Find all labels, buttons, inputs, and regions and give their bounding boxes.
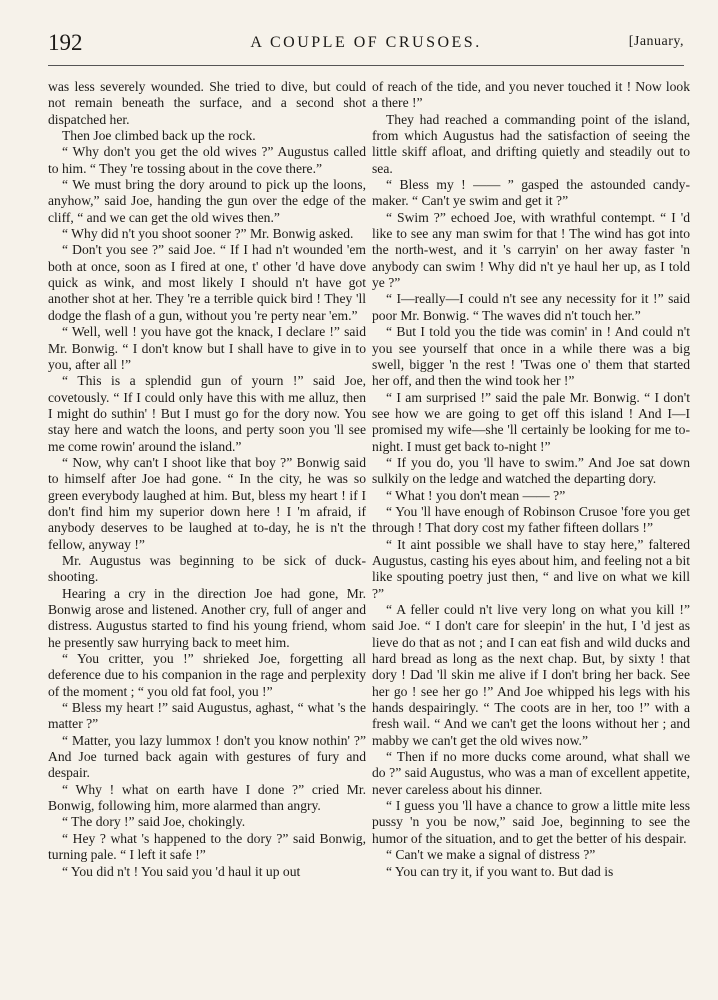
paragraph: was less severely wounded. She tried to dive, but could not remain beneath the surface, and a second shot dispatched her. (48, 79, 366, 127)
paragraph: “ Bless my heart !” said Augustus, aghast, “ what 's the matter ?” (48, 700, 366, 732)
page-header (48, 30, 684, 60)
paragraph: of reach of the tide, and you never touched it ! Now look a there !” (372, 79, 690, 111)
page-number: 192 (48, 30, 83, 55)
paragraph: Mr. Augustus was beginning to be sick of duck-shooting. (48, 552, 366, 585)
paragraph: “ But I told you the tide was comin' in ! And could n't you see yourself that once in a while there was a big swell, bigger 'n the rest ! 'Twas one o' them that started her off, and then the wind took her !” (372, 324, 690, 389)
paragraph: “ What ! you don't mean —— ?” (386, 487, 566, 503)
paragraph: “ We must bring the dory around to pick up the loons, anyhow,” said Joe, handing the gun over the edge of the cliff, “ and we can get the old wives then.” (48, 177, 366, 225)
paragraph: “ Why did n't you shoot sooner ?” Mr. Bonwig asked. (62, 226, 354, 242)
header-rule (48, 65, 684, 66)
paragraph: “ Now, why can't I shoot like that boy ?” Bonwig said to himself after Joe had gone. “ In the city, he was so green everybody laughed at him. But, bless my heart ! if I don't find him my superior down here ! I 'm afraid, if anybody deserves to be laughed at to-day, he is n't the fellow, anyway !” (48, 454, 366, 552)
running-title: A COUPLE OF CRUSOES. (250, 34, 482, 51)
left-column (48, 79, 366, 880)
paragraph: “ The dory !” said Joe, chokingly. (62, 814, 246, 830)
paragraph: “ This is a splendid gun of yourn !” said Joe, covetously. “ If I could only have this with me alluz, then I might do suthin' ! But I must go for the dory now. You stay here and watch the loons, and perty soon you 'll see me come rowin' around the island.” (48, 373, 366, 454)
paragraph: “ You can try it, if you want to. But dad is (386, 863, 614, 879)
paragraph: “ I am surprised !” said the pale Mr. Bonwig. “ I don't see how we are going to get off this island ! And I—I promised my wife—she 'll certainly be looking for me to-night. I must get back to-night !” (372, 389, 690, 454)
paragraph: They had reached a commanding point of the island, from which Augustus had the satisfaction of seeing the little skiff afloat, and drifting quietly and steadily out to sea. (372, 111, 690, 176)
paragraph: “ I guess you 'll have a chance to grow a little mite less pussy 'n you be now,” said Joe, beginning to see the humor of the situation, and to get the better of his despair. (372, 798, 690, 846)
paragraph: “ I—really—I could n't see any necessity for it !” said poor Mr. Bonwig. “ The waves did n't touch her.” (372, 291, 690, 323)
paragraph: “ It aint possible we shall have to stay here,” faltered Augustus, casting his eyes about him, and feeling not a bit like spouting poetry just then, “ and live on what we kill ?” (372, 536, 690, 601)
paragraph: “ You did n't ! You said you 'd haul it up out (62, 863, 301, 879)
paragraph: “ Hey ? what 's happened to the dory ?” said Bonwig, turning pale. “ I left it safe !” (48, 830, 366, 863)
paragraph: Then Joe climbed back up the rock. (62, 128, 256, 144)
paragraph: “ You 'll have enough of Robinson Crusoe 'fore you get through ! That dory cost my father fifteen dollars !” (372, 503, 690, 536)
paragraph: “ Well, well ! you have got the knack, I declare !” said Mr. Bonwig. “ I don't know but I shall have to give in to you, after all !” (48, 324, 366, 372)
paragraph: “ Don't you see ?” said Joe. “ If I had n't wounded 'em both at once, soon as I fired at one, t' other 'd have dove quick as wink, and most likely I should n't have got another shot at her. They 're a terrible quick bird ! They 'll dodge the flash of a gun, without you 're perty near 'em.” (48, 242, 366, 323)
paragraph: “ Then if no more ducks come around, what shall we do ?” said Augustus, who was a man of excellent appetite, never careless about his dinner. (372, 749, 690, 797)
paragraph: Hearing a cry in the direction Joe had gone, Mr. Bonwig arose and listened. Another cry, full of anger and distress. Augustus started to find his young friend, whom he presently saw hurrying back to meet him. (48, 585, 366, 650)
paragraph: “ Matter, you lazy lummox ! don't you know nothin' ?” And Joe turned back again with gestures of fury and despair. (48, 732, 366, 781)
paragraph: “ You critter, you !” shrieked Joe, forgetting all deference due to his companion in the rage and perplexity of the moment ; “ you old fat fool, you !” (48, 651, 366, 699)
issue-month: [January, (628, 34, 684, 49)
paragraph: “ A feller could n't live very long on what you kill !” said Joe. “ I don't care for sleepin' in the hut, I 'd jest as lieve do that as not ; and I can eat fish and wild ducks and hard bread as long as the next chap. But, by sixty ! that dory ! Dad 'll skin me alive if I don't bring her back. See her go ! see her go !” And Joe whipped his legs with his hands despairingly. “ The coots are in her, too !” with a fresh wail. “ And we can't get the loons without her ; and mabby we can't get the old wives now.” (372, 602, 690, 748)
paragraph: “ If you do, you 'll have to swim.” And Joe sat down sulkily on the ledge and watched the departing dory. (372, 454, 690, 487)
paragraph: “ Why don't you get the old wives ?” Augustus called to him. “ They 're tossing about in the cove there.” (48, 144, 366, 176)
paragraph: “ Bless my ! —— ” gasped the astounded candy-maker. “ Can't ye swim and get it ?” (372, 177, 690, 209)
paragraph: “ Can't we make a signal of distress ?” (386, 847, 596, 863)
paragraph: “ Swim ?” echoed Joe, with wrathful contempt. “ I 'd like to see any man swim for that ! The wind has got into the north-west, and it 's carryin' on her away faster 'n anybody can swim ! Why did n't ye haul her up, as I told ye ?” (372, 209, 690, 291)
paragraph: “ Why ! what on earth have I done ?” cried Mr. Bonwig, following him, more alarmed than angry. (48, 781, 366, 814)
right-column (372, 79, 690, 880)
